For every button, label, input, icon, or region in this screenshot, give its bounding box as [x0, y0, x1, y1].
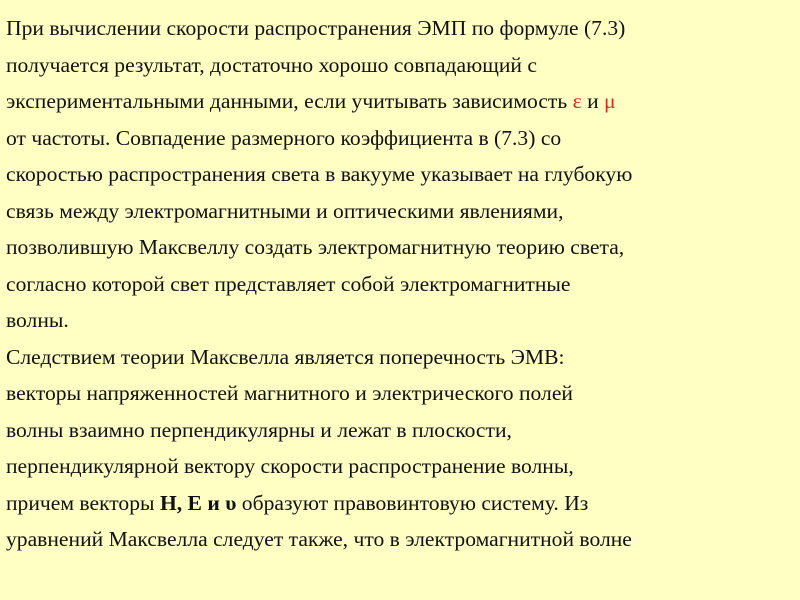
text-line-6: связь между электромагнитными и оптическими явлениями,	[6, 198, 564, 223]
text-line-12: волны взаимно перпендикулярны и лежат в плоскости,	[6, 417, 512, 442]
text-line-5: скоростью распространения света в вакууме указывает на глубокую	[6, 162, 633, 186]
text-line-10: Следствием теории Максвелла является поперечность ЭМВ:	[6, 344, 565, 369]
text-line-15: уравнений Максвелла следует также, что в электромагнитной волне	[6, 527, 632, 551]
text-line-14	[6, 485, 800, 522]
text-line-13: перпендикулярной вектору скорости распространение волны,	[6, 454, 574, 478]
text-line-9: волны.	[6, 308, 69, 332]
text-line-11: векторы напряженностей магнитного и электрического полей	[6, 381, 573, 405]
text-line-8: согласно которой свет представляет собой электромагнитные	[6, 271, 571, 296]
text-line-2: получается результат, достаточно хорошо совпадающий с	[6, 52, 537, 77]
text-line-14-start: причем векторы	[6, 490, 160, 515]
mu-symbol: μ	[604, 89, 616, 113]
vectors-bold-label: Н, Е и	[159, 490, 226, 515]
text-line-7: позволившую Максвеллу создать электромагнитную теорию света,	[6, 235, 625, 259]
epsilon-symbol: ε	[572, 89, 582, 113]
text-line-4: от частоты. Совпадение размерного коэффициента в (7.3) со	[6, 125, 562, 150]
upsilon-symbol: υ	[225, 490, 237, 515]
text-line-3-conjunction: и	[581, 89, 605, 113]
text-line-3-start: экспериментальными данными, если учитывать зависимость	[6, 89, 573, 113]
text-line-1: При вычислении скорости распространения ЭМП по формуле (7.3)	[6, 16, 626, 40]
text-line-14-end: образуют правовинтовую систему. Из	[236, 490, 589, 515]
slide-text-block	[6, 10, 800, 558]
text-line-3	[6, 83, 800, 120]
